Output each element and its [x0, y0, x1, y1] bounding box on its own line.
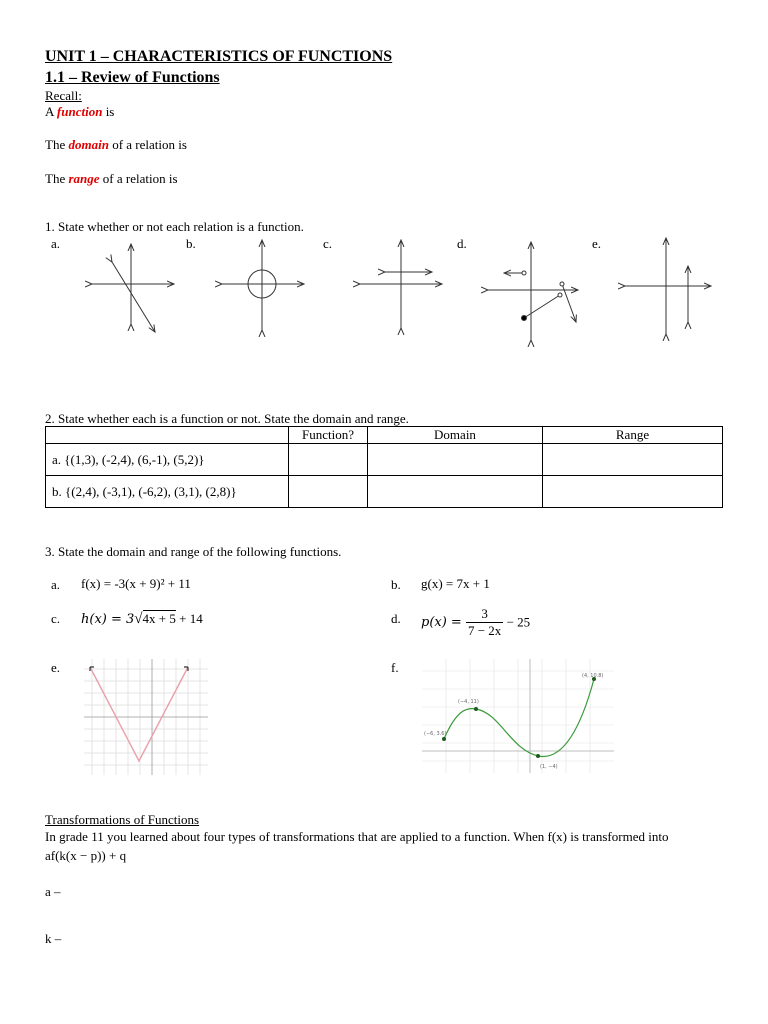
- q3-graph-f: [422, 659, 618, 775]
- transformations-formula: af(k(x − p)) + q: [45, 848, 127, 863]
- table-cell[interactable]: [368, 476, 543, 508]
- table-header: [46, 427, 289, 444]
- q1-label-d: d.: [457, 236, 467, 251]
- q1-label-e: e.: [592, 236, 602, 251]
- definition-domain: The domain of a relation is: [45, 137, 187, 152]
- graph-e-two-lines-relation: [625, 238, 711, 334]
- graph-f-point-label: (−4, 11): [458, 699, 479, 705]
- graph-f-point-label: (4, 10.8): [582, 673, 604, 679]
- recall-label: Recall:: [45, 88, 82, 103]
- table-cell[interactable]: [289, 444, 368, 476]
- transformation-item-k: k –: [45, 931, 62, 946]
- q1-label-c: c.: [323, 236, 333, 251]
- graph-d-piecewise-relation: [488, 242, 578, 340]
- q3-label-d: d.: [391, 611, 401, 626]
- table-row: [46, 444, 723, 476]
- table-cell[interactable]: [368, 444, 543, 476]
- definition-function: A function is: [45, 104, 115, 119]
- graph-f-point: [474, 707, 478, 711]
- q1-prompt: 1. State whether or not each relation is a function.: [45, 219, 304, 234]
- graph-f-point: [442, 737, 446, 741]
- table-cell[interactable]: [543, 444, 723, 476]
- table-row: [46, 476, 723, 508]
- q3-expr-c: h(x) = 3√4x + 5 + 14: [81, 611, 203, 627]
- transformation-item-a: a –: [45, 884, 61, 899]
- graph-f-point: [536, 754, 540, 758]
- q3-label-b: b.: [391, 577, 401, 592]
- q3-expr-b: g(x) = 7x + 1: [421, 576, 490, 591]
- table-cell[interactable]: [543, 476, 723, 508]
- unit-title: UNIT 1 – CHARACTERISTICS OF FUNCTIONS: [45, 48, 393, 65]
- q1-label-a: a.: [51, 236, 61, 251]
- graph-f-point-label: (1, −4): [540, 764, 558, 770]
- graph-c-horizontal-line-relation: [360, 240, 442, 328]
- table-cell: b. {(2,4), (-3,1), (-6,2), (3,1), (2,8)}: [46, 476, 289, 508]
- table-header: Range: [543, 427, 723, 444]
- graph-f-cubic-curve: [444, 679, 594, 757]
- q3-label-e: e.: [51, 660, 61, 675]
- graph-b-circle-relation: [222, 240, 304, 330]
- q3-label-f: f.: [391, 660, 399, 675]
- table-cell[interactable]: [289, 476, 368, 508]
- q3-expr-d: p(x) = $\frac{3}{7 - 2x}$ − 25: [421, 606, 531, 638]
- section-title: 1.1 – Review of Functions: [45, 69, 220, 86]
- table-cell: a. {(1,3), (-2,4), (6,-1), (5,2)}: [46, 444, 289, 476]
- q3-prompt: 3. State the domain and range of the following functions.: [45, 544, 342, 559]
- q2-prompt: 2. State whether each is a function or not. State the domain and range.: [45, 411, 409, 426]
- q3-label-c: c.: [51, 611, 61, 626]
- transformations-text: In grade 11 you learned about four types of transformations that are applied to a function. When f(x) is transformed into: [45, 829, 669, 844]
- transformations-heading: Transformations of Functions: [45, 812, 200, 827]
- table-header: Function?: [289, 427, 368, 444]
- definition-range: The range of a relation is: [45, 171, 178, 186]
- graph-f-point-label: (−6, 3.6): [424, 731, 447, 737]
- table-header-row: [46, 427, 723, 444]
- graph-a-line-relation: [92, 244, 174, 332]
- q1-relation-graphs: [0, 232, 768, 342]
- q2-table: [45, 426, 723, 508]
- table-header: Domain: [368, 427, 543, 444]
- q3-graph-e: [84, 659, 212, 777]
- q3-label-a: a.: [51, 577, 61, 592]
- q1-label-b: b.: [186, 236, 196, 251]
- q3-expr-a: f(x) = -3(x + 9)² + 11: [81, 576, 191, 591]
